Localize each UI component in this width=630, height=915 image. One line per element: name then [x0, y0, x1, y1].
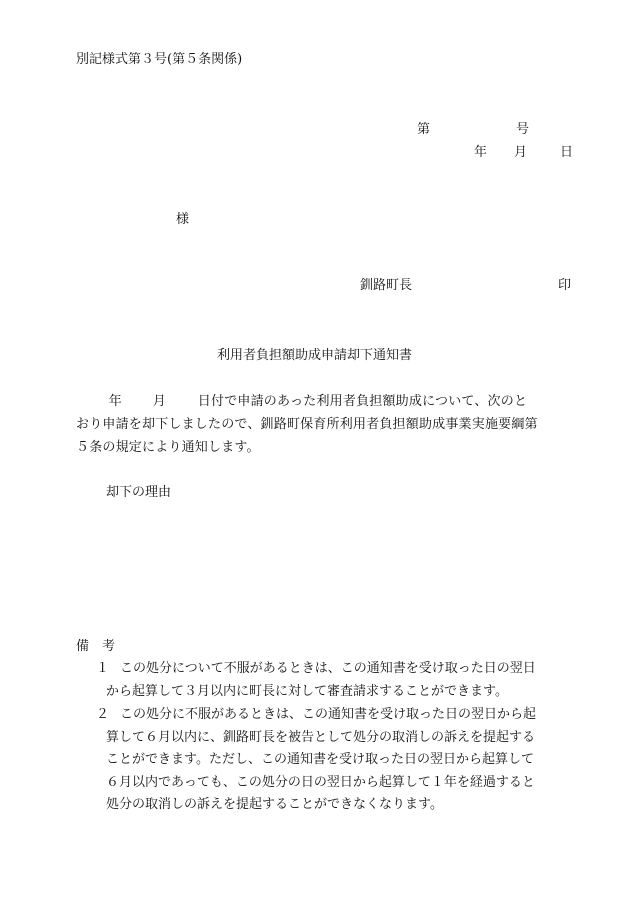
body-month-label: 月: [152, 394, 166, 409]
note-line: ６月以内であっても、この処分の日の翌日から起算して１年を経過すると: [106, 774, 535, 790]
sender-name: 釧路町長: [360, 278, 413, 293]
reason-heading: 却下の理由: [106, 485, 172, 500]
seal-mark: 印: [558, 278, 572, 293]
note-line: から起算して３月以内に町長に対して審査請求することができます。: [106, 683, 508, 699]
note-line: この処分に不服があるときは、この通知書を受け取った日の翌日から起: [120, 707, 537, 722]
document-date-line: [474, 145, 574, 160]
note-number: １: [96, 661, 110, 676]
notes-heading-char-1: 備: [76, 639, 90, 654]
body-line-1-text: 付で申請のあった利用者負担額助成について、次のと: [211, 394, 528, 409]
body-line-2: おり申請を却下しましたので、釧路町保育所利用者負担額助成事業実施要綱第: [76, 417, 538, 432]
document-title: 利用者負担額助成申請却下通知書: [217, 348, 413, 363]
addressee-suffix: 様: [176, 212, 190, 227]
body-line-3: ５条の規定により通知します。: [76, 440, 260, 455]
body-day-label: 日: [197, 394, 211, 409]
document-number-suffix: 号: [516, 122, 530, 137]
note-number: ２: [96, 707, 110, 722]
body-paragraph: [76, 390, 576, 459]
date-year-label: 年: [474, 145, 488, 160]
notes-heading-char-2: 考: [102, 639, 116, 654]
form-label: 別記様式第３号(第５条関係): [76, 52, 243, 67]
document-number-prefix: 第: [417, 122, 431, 137]
date-month-label: 月: [514, 145, 528, 160]
note-item: [76, 658, 576, 703]
notes-heading: [76, 639, 116, 654]
body-line-1: [76, 390, 576, 413]
date-day-label: 日: [560, 145, 574, 160]
note-line: この処分について不服があるときは、この通知書を受け取った日の翌日: [120, 661, 536, 676]
note-line: ことができます。ただし、この通知書を受け取った日の翌日から起算して: [106, 752, 534, 768]
note-item: [76, 704, 576, 817]
body-year-label: 年: [108, 394, 122, 409]
document-number-line: [417, 122, 530, 137]
note-line: 処分の取消しの訴えを提起することができなくなります。: [106, 797, 443, 813]
note-line: 算して６月以内に、釧路町長を被告として処分の取消しの訴えを提起する: [106, 729, 536, 745]
